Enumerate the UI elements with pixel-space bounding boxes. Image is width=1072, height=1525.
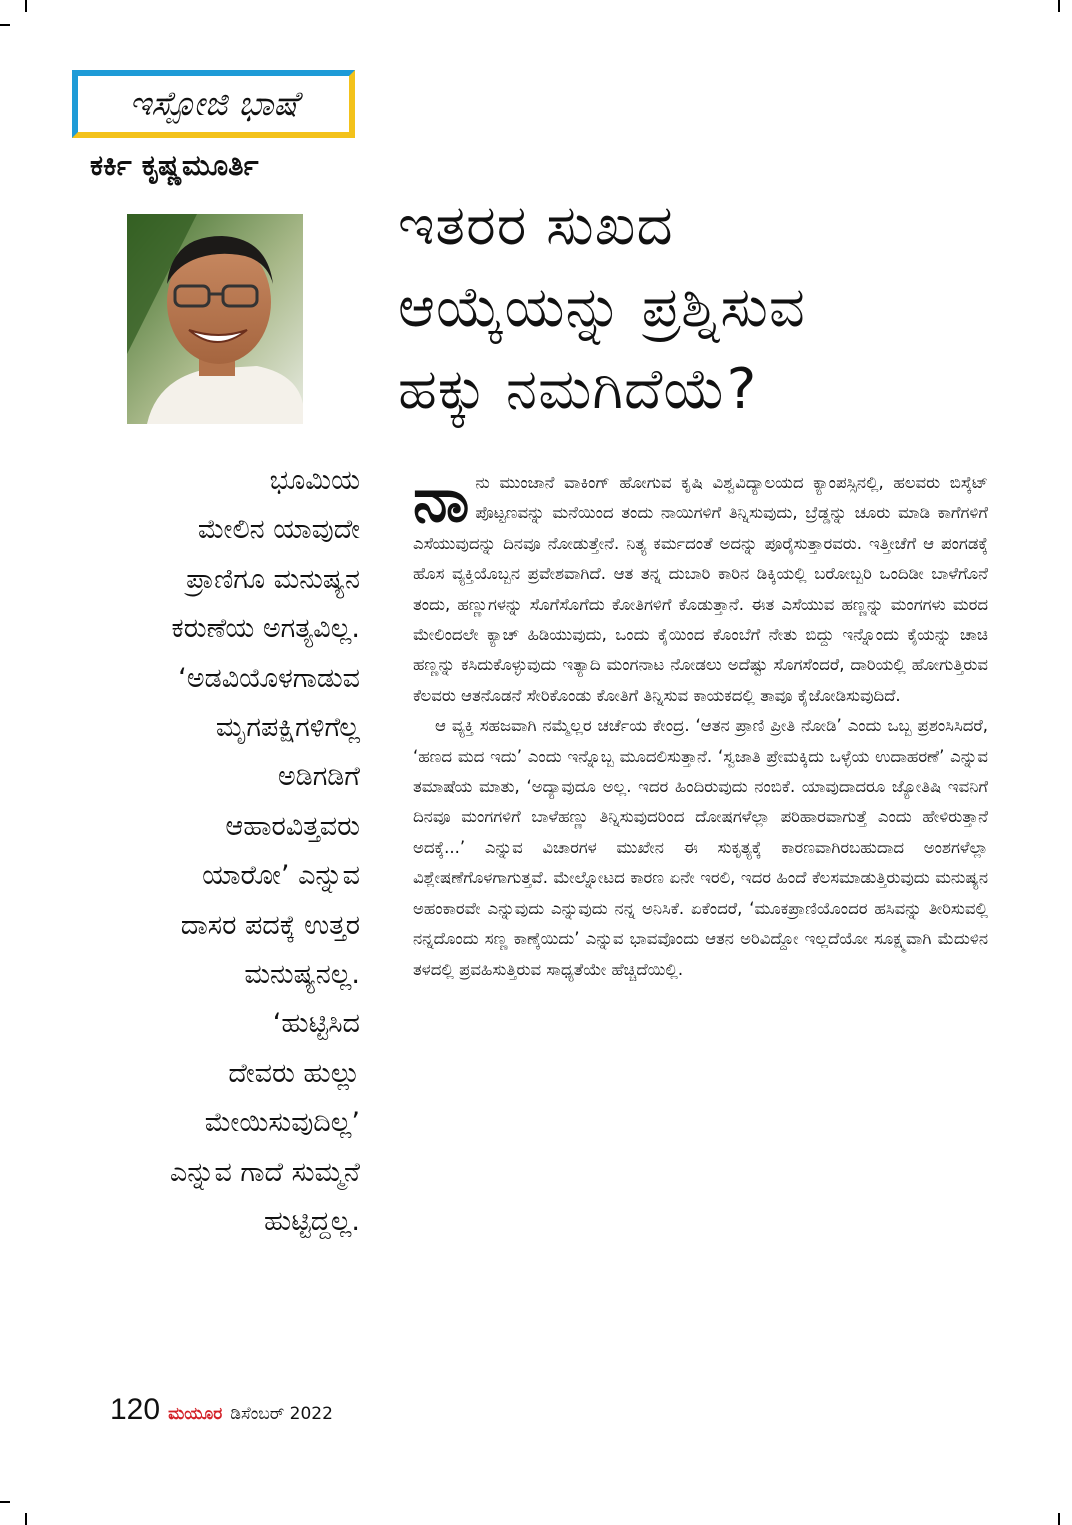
- magazine-logo: ಮಯೂರ: [168, 1404, 223, 1424]
- pull-quote-line: ಎನ್ನುವ ಗಾದೆ ಸುಮ್ಮನೆ: [169, 1156, 360, 1188]
- author-photo: [127, 214, 303, 424]
- article-body: [413, 463, 988, 985]
- paragraph-2: ಆ ವ್ಯಕ್ತಿ ಸಹಜವಾಗಿ ನಮ್ಮೆಲ್ಲರ ಚರ್ಚೆಯ ಕೇಂದ್ರ. ‘ಆತನ ಪ್ರಾಣಿ ಪ್ರೀತಿ ನೋಡಿ’ ಎಂದು ಒಬ್ಬ ಪ್ರಶಂಸಿಸಿದರೆ, ‘ಹಣದ ಮದ ಇದು’ ಎಂದು ಇನ್ನೊಬ್ಬ ಮೂದಲಿಸುತ್ತಾನೆ. ‘ಸ್ವಜಾತಿ ಪ್ರೇಮಕ್ಕಿದು ಒಳ್ಳೆಯ ಉದಾಹರಣೆ’ ಎನ್ನುವ ತಮಾಷೆಯ ಮಾತು, ‘ಅದ್ಯಾವುದೂ ಅಲ್ಲ. ಇದರ ಹಿಂದಿರುವುದು ನಂಬಿಕೆ. ಯಾವುದಾದರೂ ಜ್ಯೋತಿಷಿ ಇವನಿಗೆ ದಿನವೂ ಮಂಗಗಳಿಗೆ ಬಾಳೆಹಣ್ಣು ತಿನ್ನಿಸುವುದರಿಂದ ದೋಷಗಳೆಲ್ಲಾ ಪರಿಹಾರವಾಗುತ್ತೆ ಎಂದು ಹೇಳಿರುತ್ತಾನೆ ಅದಕ್ಕೆ...’ ಎನ್ನುವ ವಿಚಾರಗಳ ಮುಖೇನ ಈ ಸುಕೃತ್ಯಕ್ಕೆ ಕಾರಣವಾಗಿರಬಹುದಾದ ಅಂಶಗಳೆಲ್ಲಾ ವಿಶ್ಲೇಷಣೆಗೊಳಗಾಗುತ್ತವೆ. ಮೇಲ್ನೋಟದ ಕಾರಣ ಏನೇ ಇರಲಿ, ಇದರ ಹಿಂದೆ ಕೆಲಸಮಾಡುತ್ತಿರುವುದು ಮನುಷ್ಯನ ಅಹಂಕಾರವೇ ಎನ್ನುವುದು ಎನ್ನುವುದು ನನ್ನ ಅನಿಸಿಕೆ. ಏಕೆಂದರೆ, ‘ಮೂಕಪ್ರಾಣಿಯೊಂದರ ಹಸಿವನ್ನು ತೀರಿಸುವಲ್ಲಿ ನನ್ನದೊಂದು ಸಣ್ಣ ಕಾಣ್ಕೆಯಿದು’ ಎನ್ನುವ ಭಾವವೊಂದು ಆತನ ಅರಿವಿದ್ದೋ ಇಲ್ಲದೆಯೋ ಸೂಕ್ಷ್ಮವಾಗಿ ಮೆದುಳಿನ ತಳದಲ್ಲಿ ಪ್ರವಹಿಸುತ್ತಿರುವ ಸಾಧ್ಯತೆಯೇ ಹೆಚ್ಚಿದೆಯಿಲ್ಲಿ.: [413, 716, 988, 979]
- column-name-box: [72, 70, 355, 138]
- pull-quote: [86, 456, 360, 1247]
- headline-line-3: ಹಕ್ಕು ನಮಗಿದೆಯೆ?: [398, 357, 758, 422]
- pull-quote-line: ‘ಹುಟ್ಟಿಸಿದ: [272, 1008, 360, 1040]
- paragraph-1-text: ನು ಮುಂಜಾನೆ ವಾಕಿಂಗ್ ಹೋಗುವ ಕೃಷಿ ವಿಶ್ವವಿದ್ಯಾಲಯದ ಕ್ಯಾಂಪಸ್ಸಿನಲ್ಲಿ, ಹಲವರು ಬಿಸ್ಕೆಟ್ ಪೊಟ್ಟಣವನ್ನು ಮನೆಯಿಂದ ತಂದು ನಾಯಿಗಳಿಗೆ ತಿನ್ನಿಸುವುದು, ಬ್ರೆಡ್ಡನ್ನು ಚೂರು ಮಾಡಿ ಕಾಗೆಗಳಿಗೆ ಎಸೆಯುವುದನ್ನು ದಿನವೂ ನೋಡುತ್ತೇನೆ. ನಿತ್ಯ ಕರ್ಮದಂತೆ ಅದನ್ನು ಪೂರೈಸುತ್ತಾರವರು. ಇತ್ತೀಚೆಗೆ ಆ ಪಂಗಡಕ್ಕೆ ಹೊಸ ವ್ಯಕ್ತಿಯೊಬ್ಬನ ಪ್ರವೇಶವಾಗಿದೆ. ಆತ ತನ್ನ ದುಬಾರಿ ಕಾರಿನ ಡಿಕ್ಕಿಯಲ್ಲಿ ಬರೋಬ್ಬರಿ ಒಂದಿಡೀ ಬಾಳೆಗೊನೆ ತಂದು, ಹಣ್ಣುಗಳನ್ನು ಸೊಗೆಸೊಗೆದು ಕೋತಿಗಳಿಗೆ ಕೊಡುತ್ತಾನೆ. ಈತ ಎಸೆಯುವ ಹಣ್ಣನ್ನು ಮಂಗಗಳು ಮರದ ಮೇಲಿಂದಲೇ ಕ್ಯಾಚ್ ಹಿಡಿಯುವುದು, ಒಂದು ಕೈಯಿಂದ ಕೊಂಬೆಗೆ ನೇತು ಬಿದ್ದು ಇನ್ನೊಂದು ಕೈಯನ್ನು ಚಾಚಿ ಹಣ್ಣನ್ನು ಕಸಿದುಕೊಳ್ಳುವುದು ಇತ್ಯಾದಿ ಮಂಗನಾಟ ನೋಡಲು ಅದೆಷ್ಟು ಸೊಗಸೆಂದರೆ, ದಾರಿಯಲ್ಲಿ ಹೋಗುತ್ತಿರುವ ಕೆಲವರು ಆತನೊಡನೆ ಸೇರಿಕೊಂಡು ಕೋತಿಗೆ ತಿನ್ನಿಸುವ ಕಾಯಕದಲ್ಲಿ ತಾವೂ ಕೈಜೋಡಿಸುವುದಿದೆ.: [413, 473, 988, 705]
- pull-quote-line: ಯಾರೋ’ ಎನ್ನುವ: [202, 860, 360, 892]
- pull-quote-line: ಮನುಷ್ಯನಲ್ಲ.: [244, 959, 360, 991]
- pull-quote-line: ದಾಸರ ಪದಕ್ಕೆ ಉತ್ತರ: [180, 909, 360, 941]
- pull-quote-line: ಪ್ರಾಣಿಗೂ ಮನುಷ್ಯನ: [186, 563, 360, 595]
- pull-quote-line: ಹುಟ್ಟಿದ್ದಲ್ಲ.: [263, 1206, 360, 1238]
- pull-quote-line: ಭೂಮಿಯ: [269, 465, 360, 496]
- page-footer: [110, 1393, 370, 1433]
- pull-quote-line: ಕರುಣೆಯ ಅಗತ್ಯವಿಲ್ಲ.: [171, 613, 360, 645]
- column-name: ಇಸ್ಪೋಜಿ ಭಾಷೆ: [129, 84, 298, 124]
- drop-cap: ನಾ: [413, 463, 470, 536]
- pull-quote-line: ದೇವರು ಹುಲ್ಲು: [228, 1057, 360, 1089]
- crop-mark: [25, 1513, 27, 1525]
- crop-mark: [1058, 1513, 1060, 1525]
- crop-mark: [25, 0, 27, 12]
- crop-mark: [1058, 0, 1060, 12]
- headline-line-1: ಇತರರ ಸುಖದ: [398, 193, 674, 258]
- pull-quote-line: ಆಹಾರವಿತ್ತವರು: [225, 810, 360, 842]
- paragraph-1: [413, 463, 988, 711]
- crop-mark: [0, 24, 10, 26]
- pull-quote-line: ಮೇಯಿಸುವುದಿಲ್ಲ’: [204, 1107, 360, 1139]
- page-number: 120: [110, 1393, 161, 1426]
- pull-quote-line: ಮೃಗಪಕ್ಷಿಗಳಿಗೆಲ್ಲ: [215, 712, 360, 744]
- crop-mark: [0, 1501, 10, 1503]
- issue-date: ಡಿಸೆಂಬರ್ 2022: [230, 1404, 333, 1424]
- headline: [398, 185, 1038, 431]
- pull-quote-line: ಮೇಲಿನ ಯಾವುದೇ: [197, 514, 360, 546]
- headline-line-2: ಆಯ್ಕೆಯನ್ನು ಪ್ರಶ್ನಿಸುವ: [398, 275, 806, 340]
- author-name: ಕರ್ಕಿ ಕೃಷ್ಣಮೂರ್ತಿ: [90, 148, 259, 182]
- pull-quote-line: ಅಡಿಗಡಿಗೆ: [277, 761, 360, 793]
- pull-quote-line: ‘ಅಡವಿಯೊಳಗಾಡುವ: [178, 662, 360, 694]
